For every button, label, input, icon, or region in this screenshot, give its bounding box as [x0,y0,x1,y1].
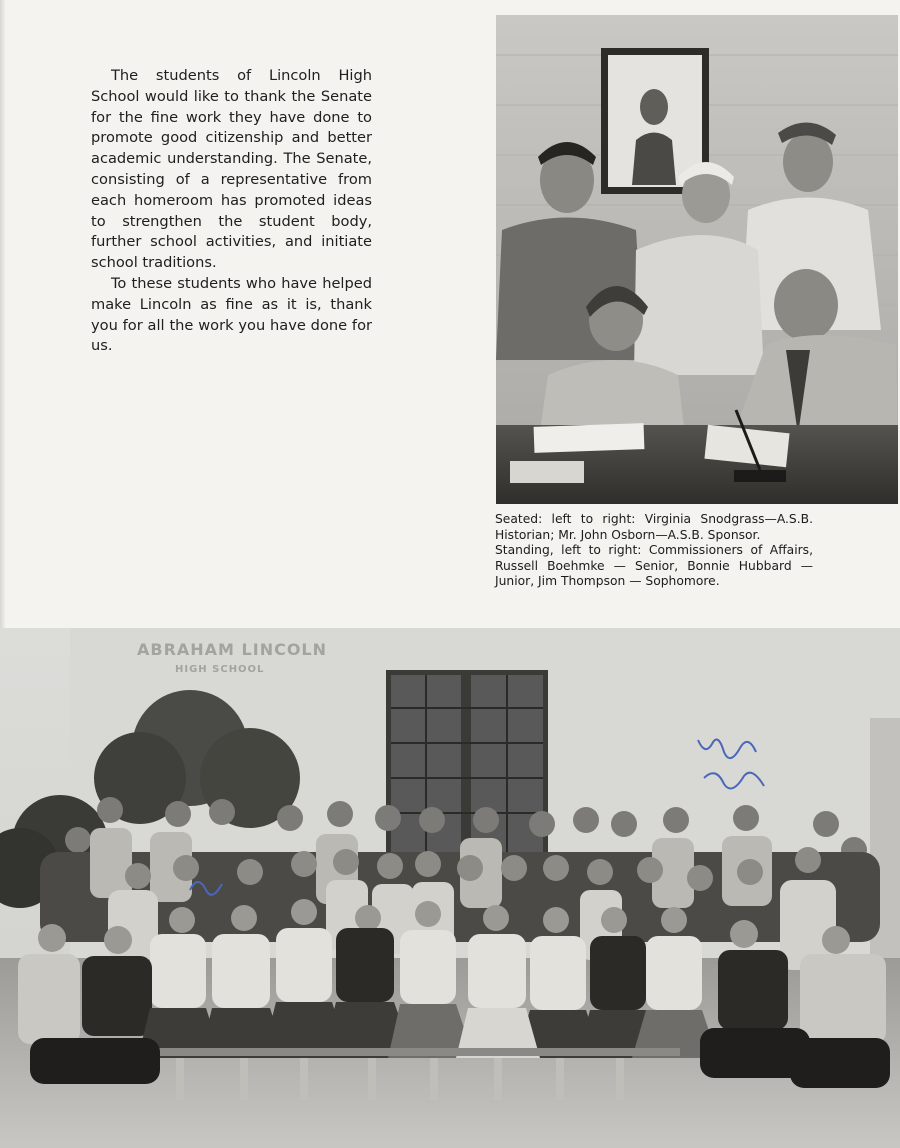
senate-group-photo [0,628,900,1148]
caption-seated: Seated: left to right: Virginia Snodgrass—A.S.B. Historian; Mr. John Osborn—A.S.B. Sponsor. [495,512,813,542]
intro-text [91,66,372,357]
senate-officers-photo [496,15,898,504]
building-sign-line-1: ABRAHAM LINCOLN [137,640,328,659]
intro-paragraph-2: To these students who have helped make Lincoln as fine as it is, thank you for all the work you have done for us. [91,274,372,355]
intro-paragraph-1: The students of Lincoln High School would like to thank the Senate for the fine work they have done to promote good citizenship and better academic understanding. The Senate, consisting of a representative from each homeroom has promoted ideas to strengthen the student body, further school activities, and initiate school traditions. [91,67,372,272]
photo-caption [495,512,813,590]
building-sign-line-2: HIGH SCHOOL [175,664,265,675]
caption-standing: Standing, left to right: Commissioners of Affairs, Russell Boehmke — Senior, Bonnie Hubbard — Junior, Jim Thompson — Sophomore. [495,543,813,589]
